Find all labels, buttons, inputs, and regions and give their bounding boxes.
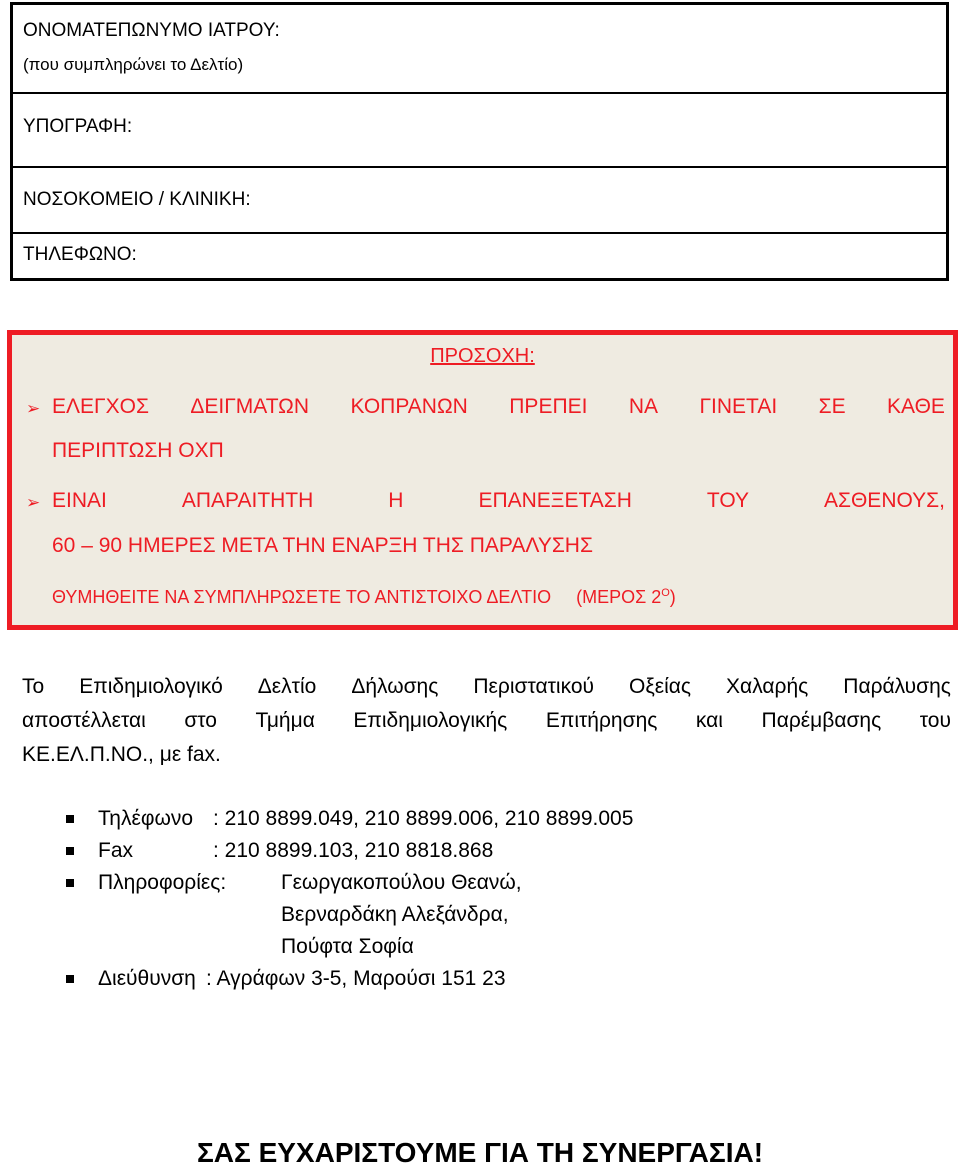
signature-label: ΥΠΟΓΡΑΦΗ: (23, 116, 133, 137)
signature-row[interactable] (13, 94, 946, 168)
hospital-label: ΝΟΣΟΚΟΜΕΙΟ / ΚΛΙΝΙΚΗ: (23, 189, 251, 210)
square-bullet-icon (66, 815, 74, 823)
paragraph-word: Τμήμα (255, 709, 315, 732)
contact-info-name-2: Βερναρδάκη Αλεξάνδρα, (281, 903, 509, 926)
paragraph-word: Χαλαρής (726, 675, 809, 698)
paragraph-word: Παράλυσης (843, 675, 951, 698)
bullet-1-word: ΕΛΕΓΧΟΣ (52, 395, 149, 418)
contact-address-label: Διεύθυνση (98, 967, 196, 990)
bullet-1-line-1 (52, 395, 945, 419)
doctor-name-label: ΟΝΟΜΑΤΕΠΩΝΥΜΟ ΙΑΤΡΟΥ: (23, 20, 280, 41)
bullet-2-line-2: 60 – 90 ΗΜΕΡΕΣ ΜΕΤΑ ΤΗΝ ΕΝΑΡΞΗ ΤΗΣ ΠΑΡΑΛΥΣΗΣ (52, 534, 593, 557)
paragraph-word: στο (184, 709, 217, 732)
bullet-2-line-1 (52, 489, 945, 513)
paragraph-word: Περιστατικού (473, 675, 594, 698)
phone-label: ΤΗΛΕΦΩΝΟ: (23, 244, 137, 265)
paragraph-word: Παρέμβασης (761, 709, 882, 732)
paragraph-word: και (695, 709, 723, 732)
reminder-part: (ΜΕΡΟΣ 2 (576, 587, 662, 607)
paragraph-word: Το (22, 675, 45, 698)
paragraph-word: Οξείας (629, 675, 692, 698)
reminder-close: ) (669, 587, 676, 607)
paragraph-line-1 (22, 675, 951, 699)
bullet-2-word: ΤΟΥ (706, 489, 749, 512)
square-bullet-icon (66, 847, 74, 855)
phone-row[interactable] (13, 234, 946, 278)
bullet-2-word: ΕΙΝΑΙ (52, 489, 107, 512)
bullet-1-word: ΚΑΘΕ (887, 395, 945, 418)
contact-phone-value: : 210 8899.049, 210 8899.006, 210 8899.005 (213, 807, 634, 830)
contact-fax-value: : 210 8899.103, 210 8818.868 (213, 839, 494, 862)
paragraph-word: Δήλωσης (351, 675, 439, 698)
reminder-text (52, 587, 676, 608)
attention-box (7, 330, 958, 630)
reminder-sup: Ο (661, 587, 670, 599)
bullet-1-word: ΓΙΝΕΤΑΙ (699, 395, 778, 418)
paragraph-word: Επιδημιολογικής (353, 709, 508, 732)
reminder-main: ΘΥΜΗΘΕΙΤΕ ΝΑ ΣΥΜΠΛΗΡΩΣΕΤΕ ΤΟ ΑΝΤΙΣΤΟΙΧΟ ΔΕΛΤΙΟ (52, 587, 552, 607)
bullet-1-word: ΔΕΙΓΜΑΤΩΝ (190, 395, 310, 418)
bullet-1-word: ΠΡΕΠΕΙ (509, 395, 588, 418)
arrow-bullet-icon: ➢ (26, 493, 41, 512)
paragraph-word: του (919, 709, 951, 732)
bullet-2-word: Η (388, 489, 404, 512)
bullet-1-word: ΝΑ (628, 395, 659, 418)
hospital-row[interactable] (13, 168, 946, 234)
doctor-name-note: (που συμπληρώνει το Δελτίο) (23, 55, 244, 74)
paragraph-word: Επιδημιολογικό (79, 675, 223, 698)
paragraph-word: Δελτίο (257, 675, 317, 698)
contact-phone-label: Τηλέφωνο (98, 807, 194, 830)
paragraph-word: Επιτήρησης (545, 709, 658, 732)
bullet-1-line-2: ΠΕΡΙΠΤΩΣΗ ΟΧΠ (52, 439, 224, 462)
paragraph-word: αποστέλλεται (22, 709, 146, 732)
doctor-name-row[interactable] (13, 5, 946, 94)
arrow-bullet-icon: ➢ (26, 399, 41, 418)
contact-fax-label: Fax (98, 839, 134, 862)
bullet-2-word: ΑΠΑΡΑΙΤΗΤΗ (181, 489, 314, 512)
bullet-1-word: ΚΟΠΡΑΝΩΝ (350, 395, 468, 418)
bullet-2-word: ΕΠΑΝΕΞΕΤΑΣΗ (478, 489, 632, 512)
bullet-1-word: ΣΕ (818, 395, 846, 418)
bullet-2-word: ΑΣΘΕΝΟΥΣ, (823, 489, 945, 512)
doctor-info-form (10, 2, 949, 281)
attention-title: ΠΡΟΣΟΧΗ: (430, 345, 535, 367)
thanks-message: ΣΑΣ ΕΥΧΑΡΙΣΤΟΥΜΕ ΓΙΑ ΤΗ ΣΥΝΕΡΓΑΣΙΑ! (196, 1137, 764, 1168)
square-bullet-icon (66, 975, 74, 983)
contact-info-name-1: Γεωργακοπούλου Θεανώ, (281, 871, 522, 894)
contact-info-label: Πληροφορίες: (98, 871, 227, 894)
paragraph-line-3: ΚΕ.ΕΛ.Π.ΝΟ., με fax. (22, 743, 221, 766)
contact-address-value: : Αγράφων 3-5, Μαρούσι 151 23 (206, 967, 506, 990)
square-bullet-icon (66, 879, 74, 887)
paragraph-line-2 (22, 709, 951, 733)
contact-info-name-3: Πούφτα Σοφία (281, 935, 414, 958)
